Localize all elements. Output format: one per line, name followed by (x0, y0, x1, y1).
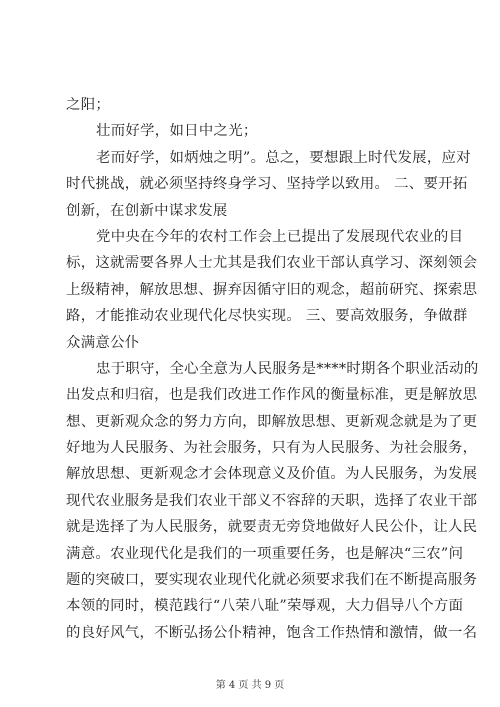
text-line: 题的突破口，要实现农业现代化就必须要求我们在不断提高服务 (66, 572, 478, 589)
text-line: 满意。农业现代化是我们的一项重要任务，也是解决“三农”问 (66, 545, 464, 562)
text-line: 就是选择了为人民服务，就要责无旁贷地做好人民公仆，让人民 (66, 519, 478, 536)
text-line: 之阳； (66, 97, 111, 113)
text-line: 忠于职守，全心全意为人民服务是****时期各个职业活动的 (96, 360, 479, 377)
text-line: 老而好学，如炳烛之明”。总之，要想跟上时代发展，应对 (96, 149, 471, 166)
text-line: 上级精神，解放思想、摒弃因循守旧的观念，超前研究、探索思 (66, 281, 478, 298)
document-body (66, 92, 479, 646)
text-line: 解放思想、更新观念才会体现意义及价值。为人民服务，为发展 (66, 466, 478, 483)
text-line: 好地为人民服务、为社会服务，只有为人民服务、为社会服务， (66, 440, 478, 457)
text-line: 时代挑战，就必须坚持终身学习、坚持学以致用。 二、要开拓 (66, 176, 468, 193)
text-line: 路，才能推动农业现代化尽快实现。 三、要高效服务，争做群 (66, 308, 468, 325)
text-line: 众满意公仆 (66, 334, 140, 351)
text-line: 想、更新观众念的努力方向，即解放思想、更新观念就是为了更 (66, 413, 478, 430)
text-line: 创新，在创新中谋求发展 (66, 202, 228, 219)
text-line: 壮而好学，如日中之光； (96, 123, 258, 140)
text-line: 标，这就需要各界人士尤其是我们农业干部认真学习、深刻领会 (66, 255, 478, 272)
text-line: 出发点和归宿，也是我们改进工作作风的衡量标准，更是解放思 (66, 387, 478, 404)
page-number-footer: 第 4 页 共 9 页 (215, 680, 285, 691)
text-line: 的良好风气，不断弘扬公仆精神，饱含工作热情和激情，做一名 (66, 624, 478, 641)
text-line: 党中央在今年的农村工作会上已提出了发展现代农业的目 (96, 228, 464, 245)
text-line: 现代农业服务是我们农业干部义不容辞的天职，选择了农业干部 (66, 492, 478, 509)
text-line: 本领的同时，模范践行“八荣八耻”荣辱观，大力倡导八个方面 (66, 598, 464, 615)
